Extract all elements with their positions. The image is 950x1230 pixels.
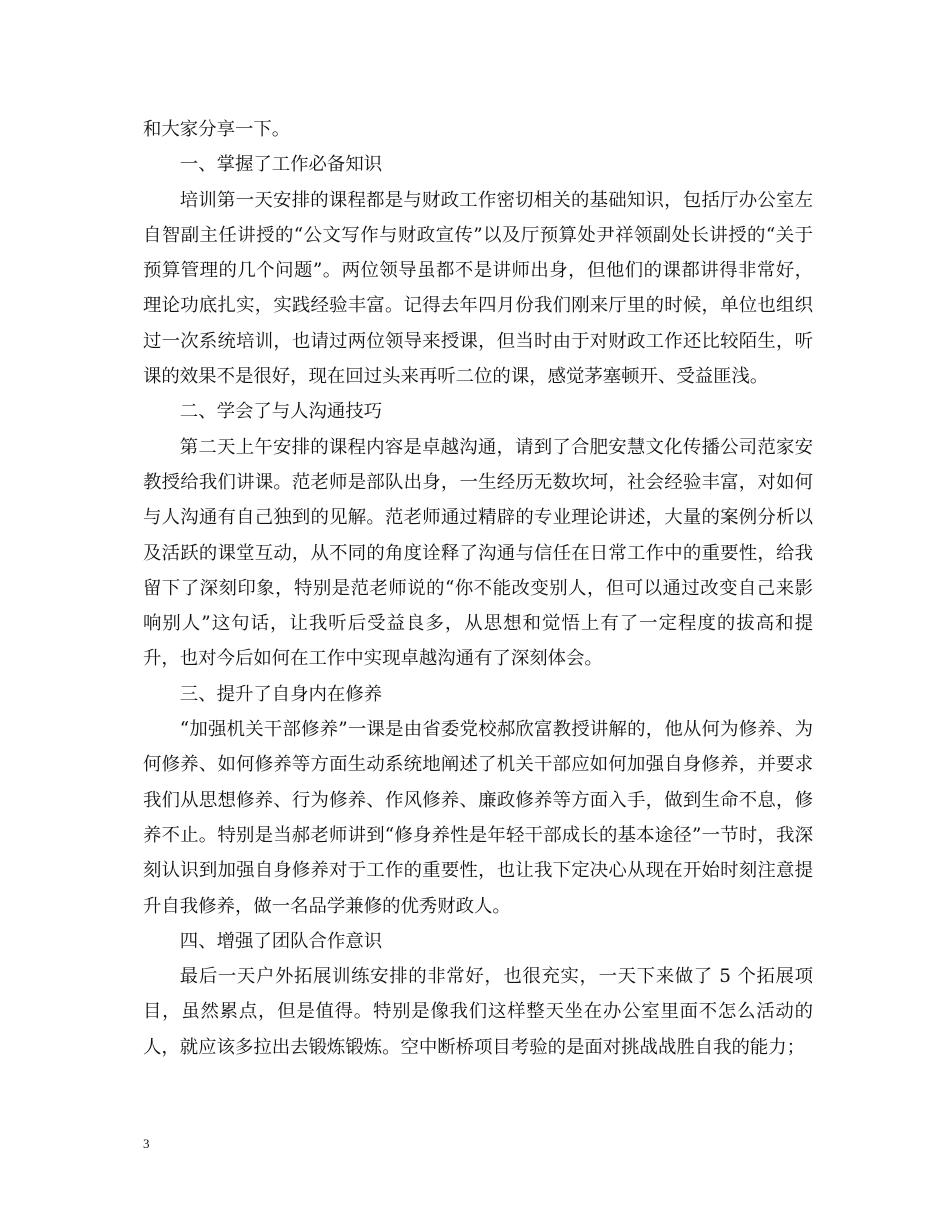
paragraph-continuation: 和大家分享一下。 [143, 119, 291, 140]
body-text [143, 112, 813, 1065]
section-heading-3: 三、提升了自身内在修养 [179, 683, 383, 705]
page-number: 3 [143, 1136, 150, 1151]
paragraph-section-4: 最后一天户外拓展训练安排的非常好，也很充实，一天下来做了 5 个拓展项目，虽然累点，但是值得。特别是像我们这样整天坐在办公室里面不怎么活动的人，就应该多拉出去锻炼锻炼。空中断桥项目考验的是面对挑战战胜自我的能力； [143, 966, 813, 1058]
section-heading-2: 二、学会了与人沟通技巧 [179, 401, 383, 423]
section-heading-4: 四、增强了团队合作意识 [179, 930, 383, 952]
section-heading-1: 一、掌握了工作必备知识 [179, 154, 383, 176]
paragraph-section-1: 培训第一天安排的课程都是与财政工作密切相关的基础知识，包括厅办公室左自智副主任讲授的“公文写作与财政宣传”以及厅预算处尹祥领副处长讲授的“关于预算管理的几个问题”。两位领导虽都不是讲师出身，但他们的课都讲得非常好，理论功底扎实，实践经验丰富。记得去年四月份我们刚来厅里的时候，单位也组织过一次系统培训，也请过两位领导来授课，但当时由于对财政工作还比较陌生，听课的效果不是很好，现在回过头来再听二位的课，感觉茅塞顿开、受益匪浅。 [143, 189, 813, 388]
paragraph-section-2: 第二天上午安排的课程内容是卓越沟通，请到了合肥安慧文化传播公司范家安教授给我们讲课。范老师是部队出身，一生经历无数坎坷，社会经验丰富，对如何与人沟通有自己独到的见解。范老师通过精辟的专业理论讲述，大量的案例分析以及活跃的课堂互动，从不同的角度诠释了沟通与信任在日常工作中的重要性，给我留下了深刻印象，特别是范老师说的“你不能改变别人，但可以通过改变自己来影响别人”这句话，让我听后受益良多，从思想和觉悟上有了一定程度的拔高和提升，也对今后如何在工作中实现卓越沟通有了深刻体会。 [143, 436, 813, 670]
paragraph-section-3: “加强机关干部修养”一课是由省委党校郝欣富教授讲解的，他从何为修养、为何修养、如何修养等方面生动系统地阐述了机关干部应如何加强自身修养，并要求我们从思想修养、行为修养、作风修养、廉政修养等方面入手，做到生命不息，修养不止。特别是当郝老师讲到“修身养性是年轻干部成长的基本途径”一节时，我深刻认识到加强自身修养对于工作的重要性，也让我下定决心从现在开始时刻注意提升自我修养，做一名品学兼修的优秀财政人。 [143, 719, 813, 917]
